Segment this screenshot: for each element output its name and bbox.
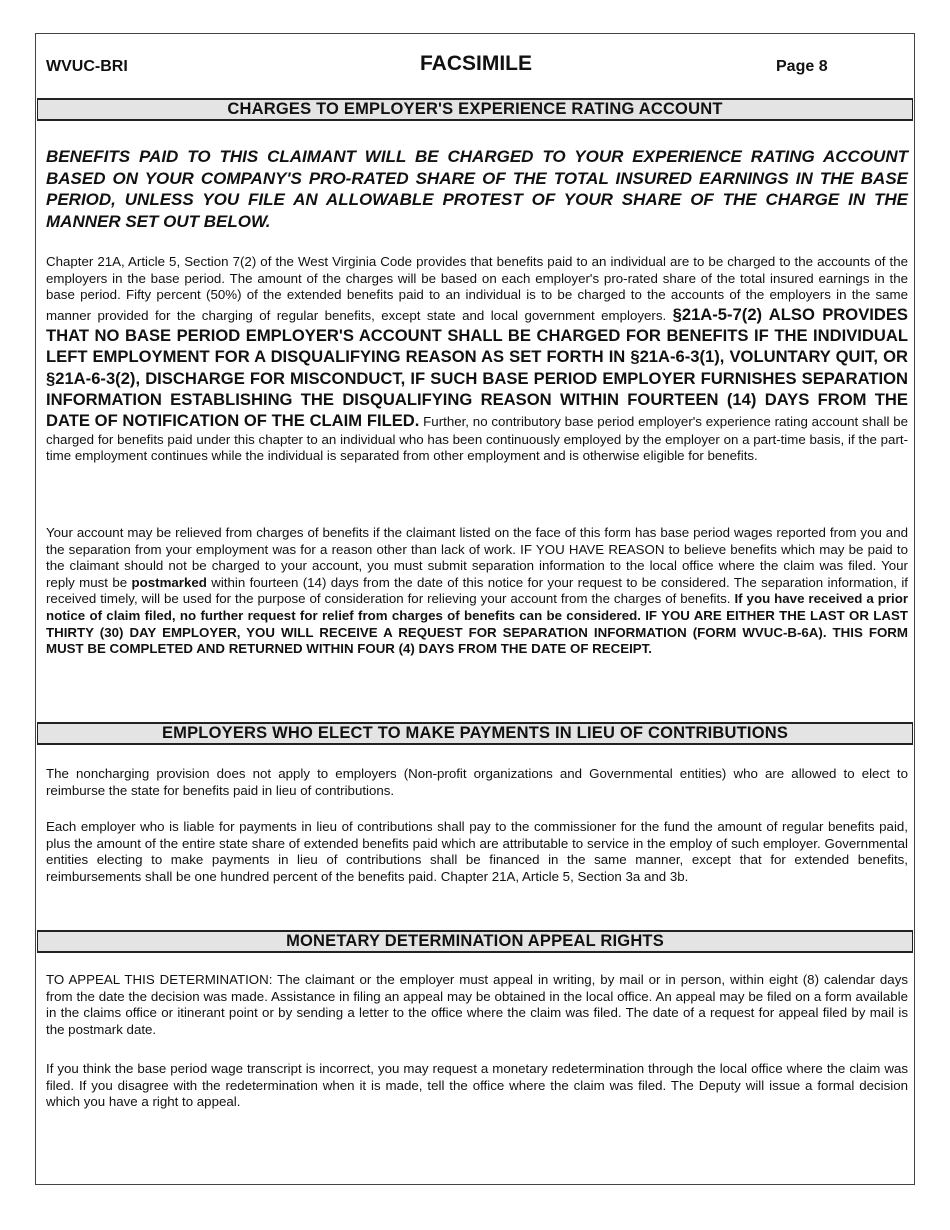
postmarked-emphasis: postmarked	[131, 574, 207, 590]
part-time-provision-text: Further, no contributory base period employer's experience rating account shall be charged for benefits paid under this chapter to an individual who has been continuously employed by the employer on a part-time basis, if the part-time employment continues while the individual is separated from other employment and is otherwise eligible for benefits.	[46, 414, 908, 464]
appeal-paragraph-1: TO APPEAL THIS DETERMINATION: The claimant or the employer must appeal in writing, by mail or in person, within eight (8) calendar days from the date the decision was made. Assistance in filing an appeal may be obtained in the local office. An appeal may be filed on a form available in the claims office or itinerant point or by sending a letter to the office where the claim was filed. The date of a request for appeal filed by mail is the postmark date.	[46, 972, 908, 1037]
page-title: FACSIMILE	[419, 52, 532, 75]
code-citation-text: Chapter 21A, Article 5, Section 7(2) of the West Virginia Code provides that benefits paid to an individual are to be charged to the accounts of the employers in the base period. The amount of the charges will be based on each employer's pro-rated share of the total insured earnings in the base period. Fifty percent (50%) of the extended benefits paid to an individual is to be charged to the accounts of the employers in the same manner provided for the charging of regular benefits, except state and local government employers.	[46, 254, 908, 323]
page-header	[36, 52, 916, 82]
payments-paragraph-1: The noncharging provision does not apply to employers (Non-profit organizations and Governmental entities) who are allowed to elect to reimburse the state for benefits paid in lieu of contributions.	[46, 766, 908, 798]
prior-notice-emphasis: If you have received a prior notice of claim filed, no further request for relief from charges of benefits can be considered. IF YOU ARE EITHER THE LAST OR LAST THIRTY (30) DAY EMPLOYER, YOU WILL RECEIVE A REQUEST FOR SEPARATION INFORMATION (FORM WVUC-B-6A). THIS FORM MUST BE COMPLETED AND RETURNED WITHIN FOUR (4) DAYS FROM THE DATE OF RECEIPT.	[46, 591, 908, 657]
charges-paragraph-2	[46, 525, 908, 658]
form-page	[35, 33, 915, 1185]
section-heading-appeal-rights: MONETARY DETERMINATION APPEAL RIGHTS	[37, 930, 913, 953]
charges-lead-statement: BENEFITS PAID TO THIS CLAIMANT WILL BE CHARGED TO YOUR EXPERIENCE RATING ACCOUNT BASED ON YOUR COMPANY'S PRO-RATED SHARE OF THE TOTAL INSURED EARNINGS IN THE BASE PERIOD, UNLESS YOU FILE AN ALLOWABLE PROTEST OF YOUR SHARE OF THE CHARGE IN THE MANNER SET OUT BELOW.	[46, 147, 908, 231]
section-heading-payments-in-lieu: EMPLOYERS WHO ELECT TO MAKE PAYMENTS IN LIEU OF CONTRIBUTIONS	[37, 722, 913, 745]
payments-paragraph-2: Each employer who is liable for payments in lieu of contributions shall pay to the commissioner for the fund the amount of regular benefits paid, plus the amount of the entire state share of extended benefits paid which are attributable to service in the employ of such employer. Governmental entities electing to make payments in lieu of contributions shall be financed in the same manner, except that for extended benefits, reimbursements shall be one hundred percent of the benefits paid. Chapter 21A, Article 5, Section 3a and 3b.	[46, 819, 908, 884]
section-heading-charges: CHARGES TO EMPLOYER'S EXPERIENCE RATING ACCOUNT	[37, 98, 913, 121]
form-id: WVUC-BRI	[46, 58, 128, 75]
appeal-paragraph-2: If you think the base period wage transcript is incorrect, you may request a monetary redetermination through the local office where the claim was filed. If you disagree with the redetermination when it is made, tell the office where the claim was filed. The Deputy will issue a formal decision which you have a right to appeal.	[46, 1061, 908, 1110]
code-provision-emphasis: §21A-5-7(2) ALSO PROVIDES THAT NO BASE PERIOD EMPLOYER'S ACCOUNT SHALL BE CHARGED FOR BENEFITS IF THE INDIVIDUAL LEFT EMPLOYMENT FOR A DISQUALIFYING REASON AS SET FORTH IN §21A-6-3(1), VOLUNTARY QUIT, OR §21A-6-3(2), DISCHARGE FOR MISCONDUCT, IF SUCH BASE PERIOD EMPLOYER FURNISHES SEPARATION INFORMATION ESTABLISHING THE DISQUALIFYING REASON WITHIN FOURTEEN (14) DAYS FROM THE DATE OF NOTIFICATION OF THE CLAIM FILED.	[46, 304, 908, 431]
charges-paragraph-1	[46, 254, 908, 465]
page-number: Page 8	[776, 58, 828, 75]
relief-timing-text: within fourteen (14) days from the date of this notice for your request to be considered. The separation information, if received timely, will be used for the purpose of consideration for relieving your account from the charges of benefits.	[46, 574, 908, 607]
relief-text: Your account may be relieved from charges of benefits if the claimant listed on the face of this form has base period wages reported from you and the separation from your employment was for a reason other than lack of work. IF YOU HAVE REASON to believe benefits which may be paid to the claimant should not be charged to your account, you must submit separation information to the local office where the claim was filed. Your reply must be	[46, 525, 908, 590]
